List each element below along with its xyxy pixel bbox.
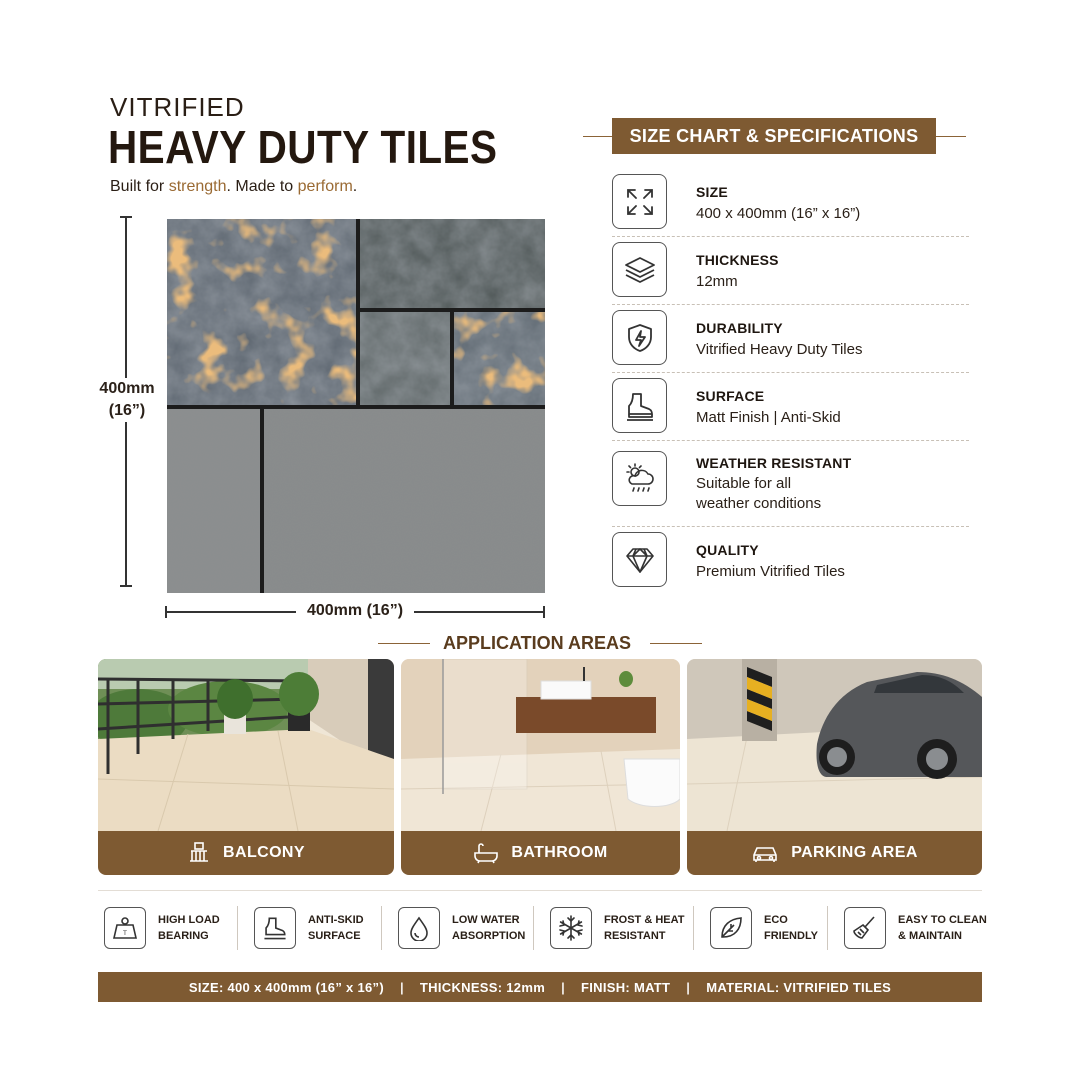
summary-thickness: THICKNESS: 12mm [419,979,546,995]
height-dimension-label: 400mm (16”) [96,378,158,422]
spec-value: weather conditions [696,495,822,512]
feature-low-water [398,906,525,950]
divider [612,440,969,441]
divider [693,906,694,950]
application-label-bar [401,831,680,875]
tagline: Built for strength. Made to perform. [110,178,358,195]
divider [612,304,969,305]
summary-finish: FINISH: MATT [581,979,671,995]
dimension-cap [120,585,132,587]
spec-value: 400 x 400mm (16” x 16”) [696,205,861,222]
application-label: PARKING AREA [791,844,918,861]
spec-value: Matt Finish | Anti-Skid [696,409,841,426]
feature-high-load [104,906,220,950]
feature-label: LOW WATER ABSORPTION [452,914,526,942]
weather-icon [612,451,667,506]
spec-title: WEATHER RESISTANT [696,455,852,471]
application-label: BALCONY [223,844,305,861]
application-label-bar [687,831,982,875]
diamond-icon [612,532,667,587]
specs-heading: SIZE CHART & SPECIFICATIONS [612,118,936,154]
applications-heading: APPLICATION AREAS [443,633,632,653]
feature-frost-heat [550,906,684,950]
leaf-icon [710,907,752,949]
dimension-cap [120,216,132,218]
separator: | [399,979,404,995]
divider [98,890,982,891]
application-card-bathroom [401,659,680,875]
boot-icon [612,378,667,433]
spec-title: QUALITY [696,542,759,558]
width-dimension-label: 400mm (16”) [296,602,414,620]
feature-easy-clean [844,906,987,950]
summary-bar [98,972,982,1002]
application-label-bar [98,831,394,875]
car-icon [751,842,779,864]
divider [612,236,969,237]
spec-value: Vitrified Heavy Duty Tiles [696,341,863,358]
spec-title: SIZE [696,184,728,200]
spec-value: 12mm [696,273,738,290]
feature-anti-skid [254,906,364,950]
divider [650,643,702,644]
water-drop-icon [398,907,440,949]
broom-icon [844,907,886,949]
divider [612,526,969,527]
feature-label: HIGH LOAD BEARING [158,914,220,942]
balcony-scene [98,659,394,831]
feature-label: ANTI-SKID SURFACE [308,914,364,942]
feature-eco [710,906,818,950]
separator: | [561,979,565,995]
tile-image [167,219,545,593]
summary-size: SIZE: 400 x 400mm (16” x 16”) [188,979,384,995]
bathroom-scene [401,659,680,831]
svg-text:T: T [123,930,127,937]
parking-scene [687,659,982,831]
divider [827,906,828,950]
weight-icon [104,907,146,949]
snowflake-icon [550,907,592,949]
divider [533,906,534,950]
application-card-balcony [98,659,394,875]
divider [612,372,969,373]
balcony-icon [187,841,211,865]
product-category: VITRIFIED [110,92,245,122]
divider [936,136,966,137]
summary-material: MATERIAL: VITRIFIED TILES [706,979,892,995]
application-card-parking [687,659,982,875]
spec-title: DURABILITY [696,320,783,336]
feature-label: FROST & HEAT RESISTANT [604,914,685,942]
spec-value: Premium Vitrified Tiles [696,563,845,580]
divider [583,136,613,137]
page-title: HEAVY DUTY TILES [108,121,498,173]
tile-texture [167,219,545,593]
separator: | [686,979,691,995]
spec-title: THICKNESS [696,252,779,268]
spec-title: SURFACE [696,388,765,404]
expand-arrows-icon [612,174,667,229]
layers-icon [612,242,667,297]
divider [378,643,430,644]
dimension-cap [543,606,545,618]
shield-icon [612,310,667,365]
feature-label: EASY TO CLEAN & MAINTAIN [898,914,987,942]
divider [381,906,382,950]
divider [237,906,238,950]
application-label: BATHROOM [511,844,608,861]
dimension-cap [165,606,167,618]
bathtub-icon [473,841,499,865]
spec-value: Suitable for all [696,475,792,492]
boot-icon [254,907,296,949]
feature-label: ECO FRIENDLY [764,914,818,942]
